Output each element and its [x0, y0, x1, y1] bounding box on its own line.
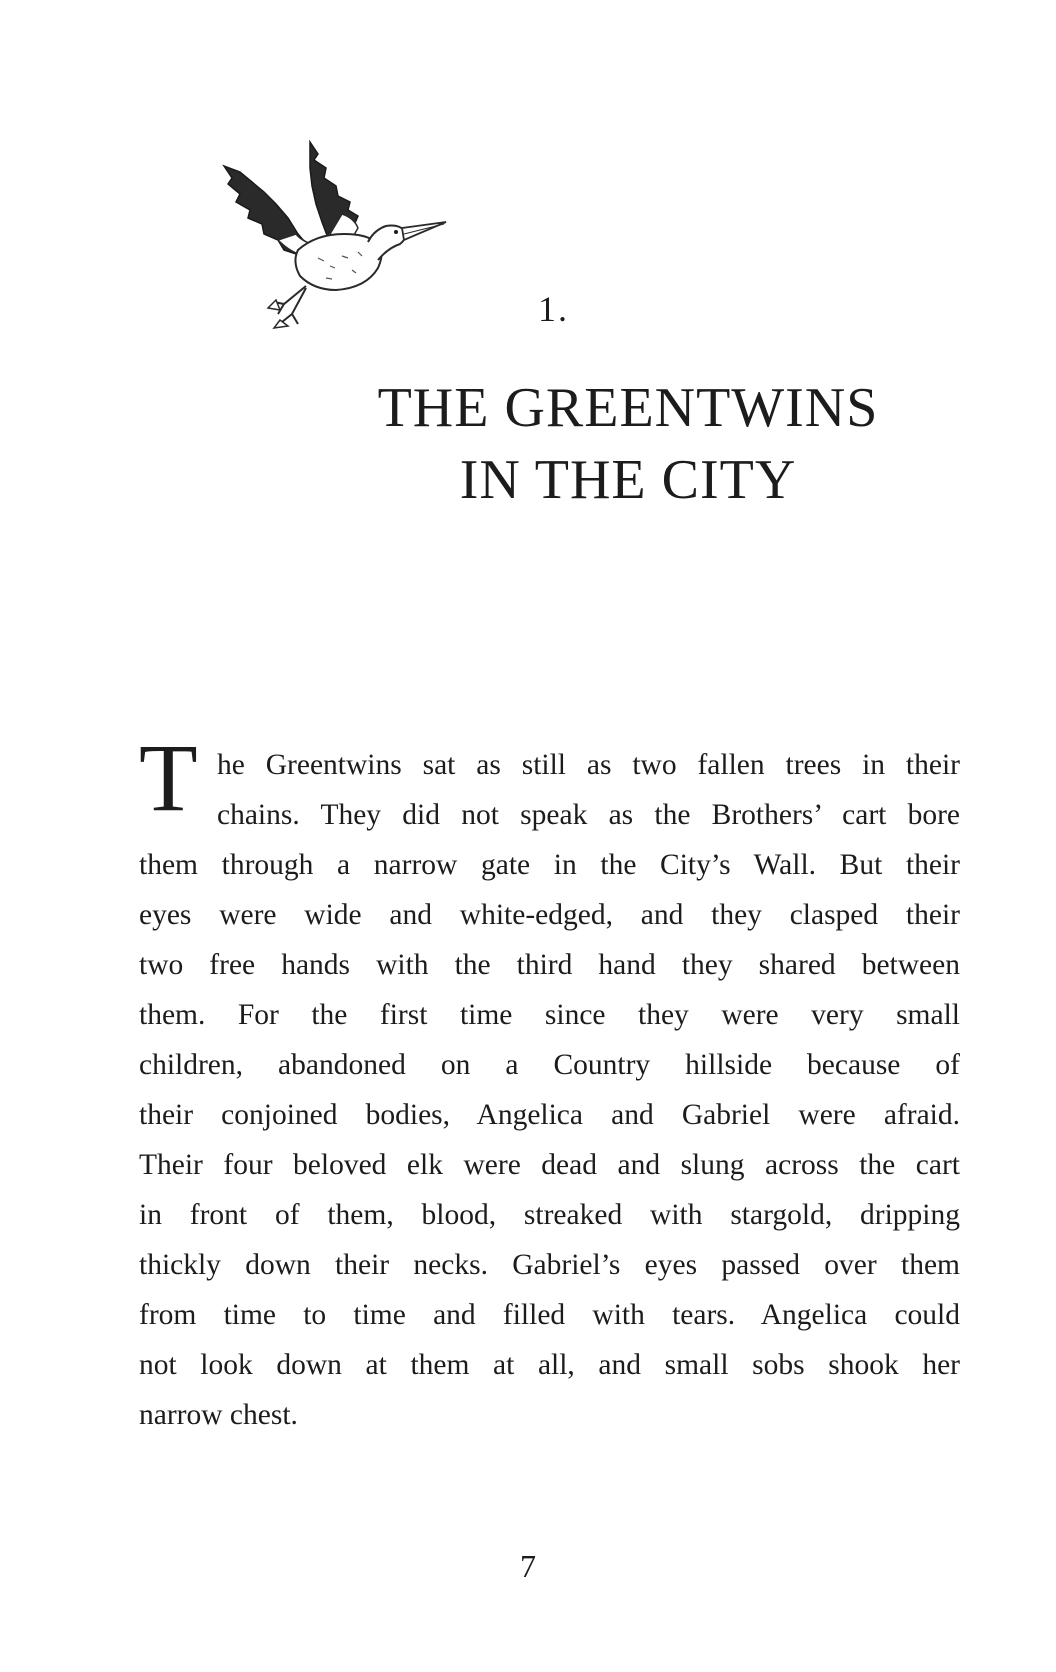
- text-line: Their four beloved elk were dead and slung across the cart: [139, 1149, 960, 1181]
- chapter-body: [139, 724, 960, 1440]
- drop-cap: T: [139, 724, 198, 831]
- text-line: chains. They did not speak as the Brothers’ cart bore: [217, 799, 960, 831]
- text-line: not look down at them at all, and small sobs shook her: [139, 1349, 960, 1381]
- text-line: them. For the first time since they were very small: [139, 999, 960, 1031]
- chapter-title-line-2: IN THE CITY: [459, 449, 797, 511]
- text-line: them through a narrow gate in the City’s Wall. But their: [139, 849, 960, 881]
- text-line: their conjoined bodies, Angelica and Gabriel were afraid.: [139, 1099, 960, 1131]
- page-number: 7: [520, 1548, 536, 1584]
- pelican-illustration: [218, 138, 450, 330]
- chapter-title: [200, 372, 1056, 516]
- chapter-title-line-1: THE GREENTWINS: [377, 377, 879, 439]
- text-line: thickly down their necks. Gabriel’s eyes passed over them: [139, 1249, 960, 1281]
- chapter-number: 1.: [538, 289, 569, 329]
- text-line: children, abandoned on a Country hillside because of: [139, 1049, 960, 1081]
- text-line: eyes were wide and white-edged, and they clasped their: [139, 899, 960, 931]
- text-line: in front of them, blood, streaked with stargold, dripping: [139, 1199, 960, 1231]
- text-line: two free hands with the third hand they shared between: [139, 949, 960, 981]
- text-line: from time to time and filled with tears. Angelica could: [139, 1299, 960, 1331]
- text-line: he Greentwins sat as still as two fallen trees in their: [217, 749, 960, 781]
- text-line: narrow chest.: [139, 1399, 298, 1431]
